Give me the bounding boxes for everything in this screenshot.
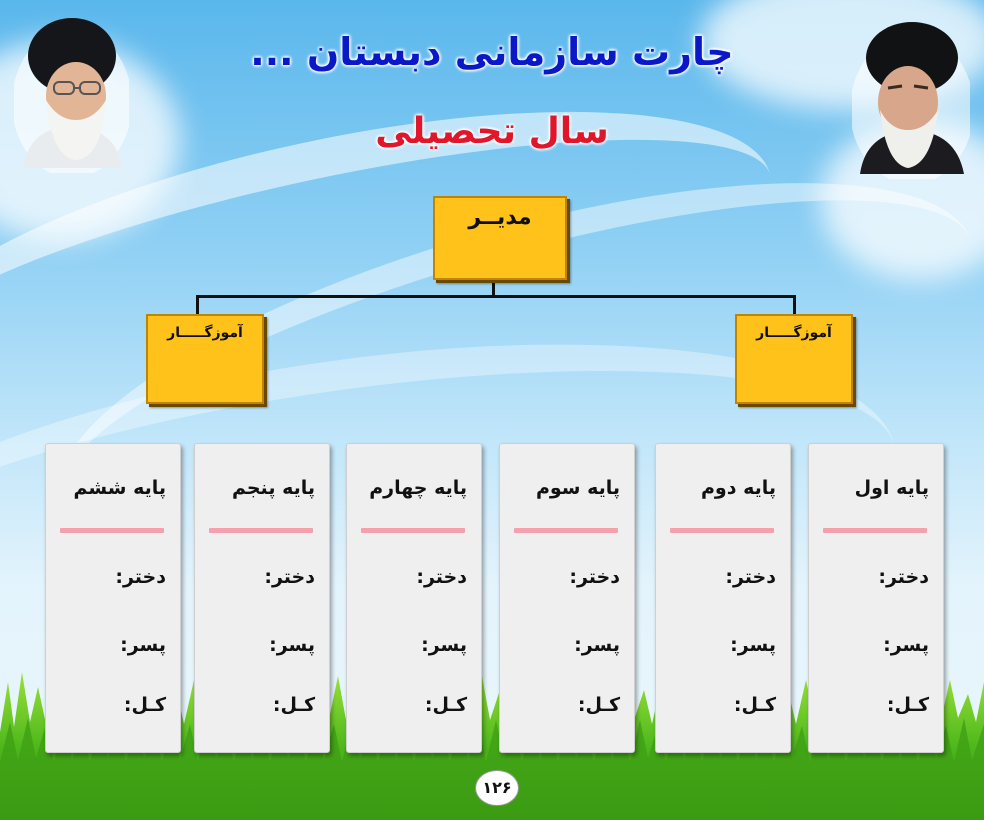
boys-label: پسر:	[574, 634, 620, 656]
total-label: کـل:	[272, 694, 315, 716]
grade-card	[194, 443, 330, 753]
boys-label: پسر:	[120, 634, 166, 656]
grade-card	[808, 443, 944, 753]
manager-box: مدیــر	[433, 196, 567, 280]
grade-name: پایه چهارم	[369, 477, 467, 499]
grade-card	[45, 443, 181, 753]
divider	[514, 528, 618, 533]
divider	[209, 528, 313, 533]
divider	[361, 528, 465, 533]
divider	[670, 528, 774, 533]
total-label: کـل:	[886, 694, 929, 716]
boys-label: پسر:	[421, 634, 467, 656]
grade-card	[655, 443, 791, 753]
girls-label: دختر:	[416, 566, 467, 588]
girls-label: دختر:	[569, 566, 620, 588]
girls-label: دختر:	[725, 566, 776, 588]
page-title: چارت سازمانی دبستان ...	[250, 30, 734, 74]
divider	[823, 528, 927, 533]
total-label: کـل:	[577, 694, 620, 716]
grade-name: پایه اول	[854, 477, 929, 499]
total-label: کـل:	[123, 694, 166, 716]
girls-label: دختر:	[264, 566, 315, 588]
boys-label: پسر:	[883, 634, 929, 656]
girls-label: دختر:	[878, 566, 929, 588]
grade-name: پایه پنجم	[231, 477, 315, 499]
divider	[60, 528, 164, 533]
page-subtitle: سال تحصیلی	[375, 111, 609, 152]
girls-label: دختر:	[115, 566, 166, 588]
teacher-box-right: آموزگـــــار	[735, 314, 853, 404]
boys-label: پسر:	[269, 634, 315, 656]
teacher-box-left: آموزگـــــار	[146, 314, 264, 404]
grade-name: پایه سوم	[535, 477, 620, 499]
boys-label: پسر:	[730, 634, 776, 656]
grade-card	[499, 443, 635, 753]
total-label: کـل:	[733, 694, 776, 716]
total-label: کـل:	[424, 694, 467, 716]
page-number: ۱۲۶	[475, 770, 519, 806]
grade-name: پایه ششم	[73, 477, 166, 499]
grade-name: پایه دوم	[700, 477, 776, 499]
connector-line	[196, 295, 796, 298]
grade-card	[346, 443, 482, 753]
